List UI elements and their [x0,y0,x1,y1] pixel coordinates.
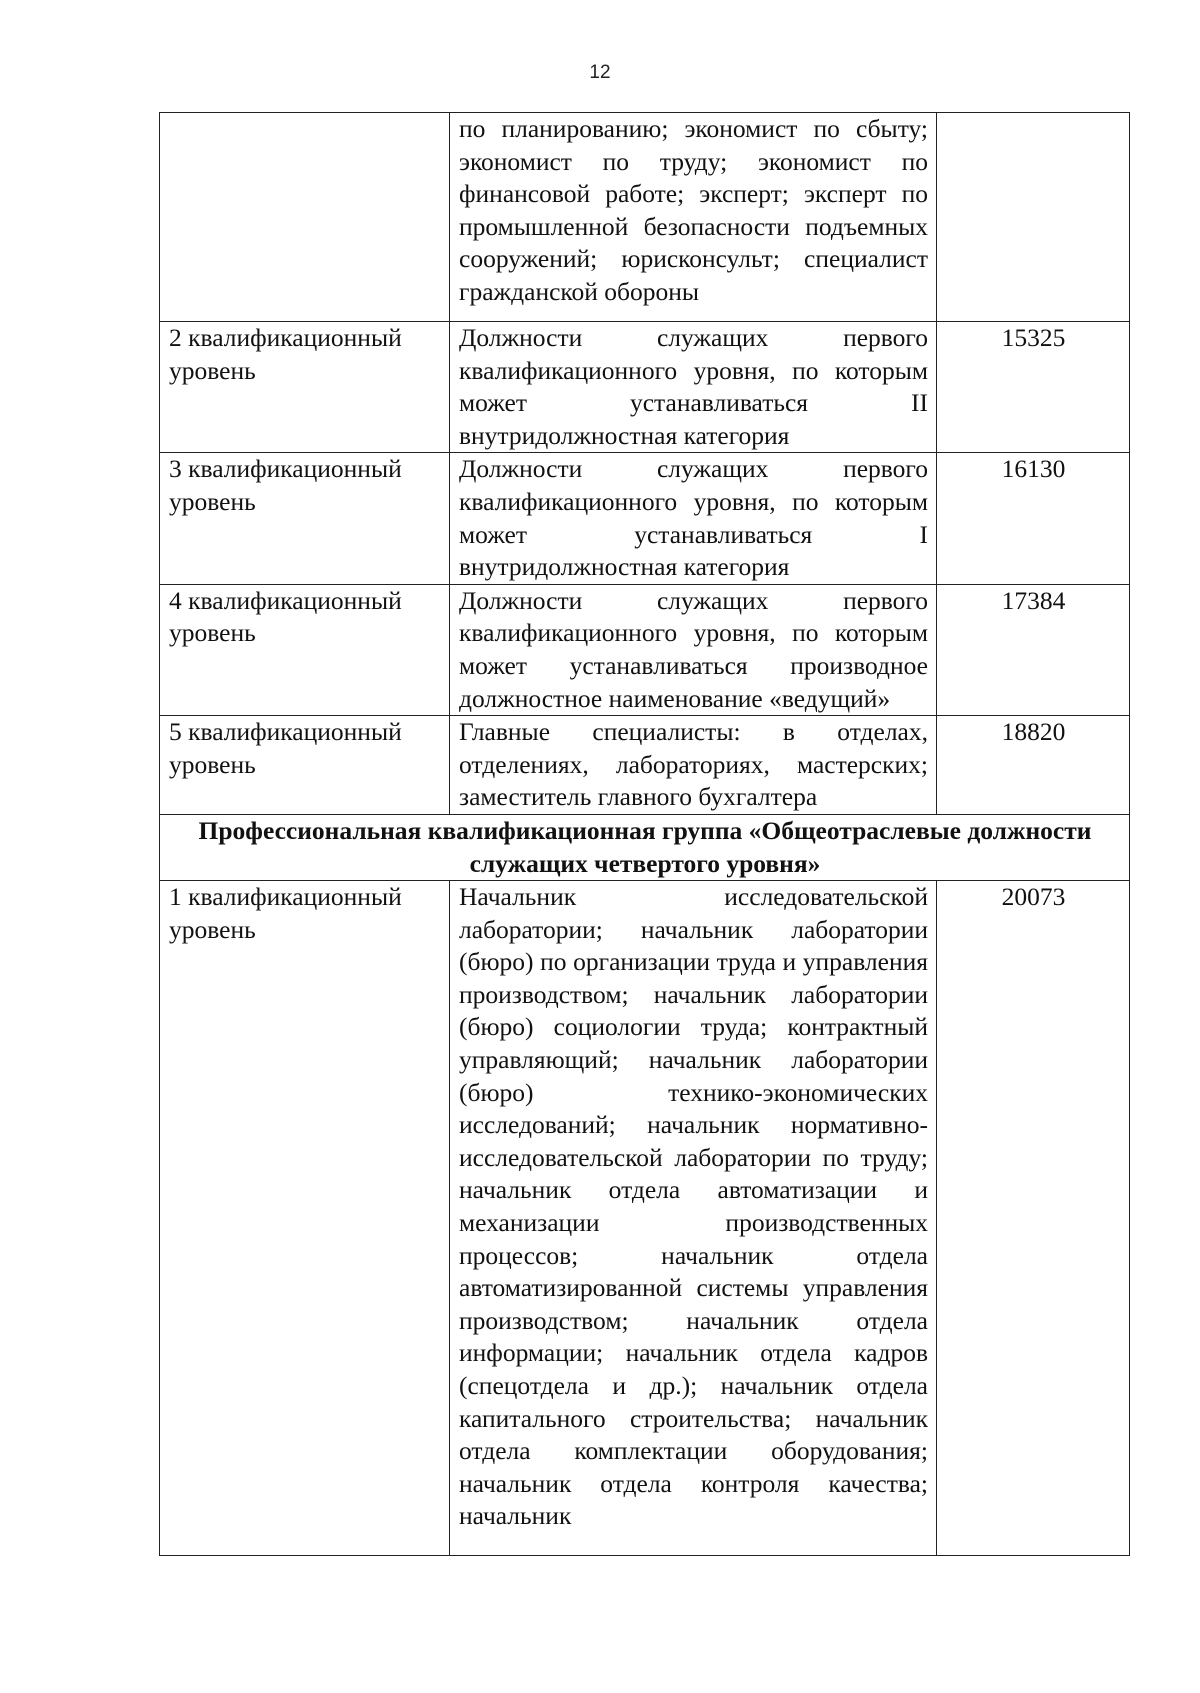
salary-cell: 20073 [937,881,1130,1556]
group-header: Профессиональная квалификационная группа «Общеотраслевые должности служащих четвертого уровня» [160,814,1130,880]
salary-cell: 17384 [937,584,1130,715]
salary-cell: 15325 [937,322,1130,453]
level-cell [160,113,450,322]
description-cell: по планированию; экономист по сбыту; экономист по труду; экономист по финансовой работе; эксперт; эксперт по промышленной безопасности подъемных сооружений; юрисконсульт; специалист гражданской обороны [450,113,937,322]
level-cell: 3 квалификационный уровень [160,453,450,584]
description-cell: Начальник исследовательской лаборатории; начальник лаборатории (бюро) по организации труда и управления производством; начальник лаборатории (бюро) социологии труда; контрактный управляющий; начальник лаборатории (бюро) технико-экономических исследований; начальник нормативно-исследовательской лаборатории по труду; начальник отдела автоматизации и механизации производственных процессов; начальник отдела автоматизированной системы управления производством; начальник отдела информации; начальник отдела кадров (спецотдела и др.); начальник отдела капитального строительства; начальник отдела комплектации оборудования; начальник отдела контроля качества; начальник [450,881,937,1556]
table-row [160,322,1130,453]
qualification-table [159,112,1130,1556]
description-cell: Должности служащих первого квалификационного уровня, по которым может устанавливаться производное должностное наименование «ведущий» [450,584,937,715]
table-row [160,881,1130,1556]
salary-cell: 18820 [937,716,1130,815]
table-row [160,716,1130,815]
description-cell: Должности служащих первого квалификационного уровня, по которым может устанавливаться II внутридолжностная категория [450,322,937,453]
table-row [160,113,1130,322]
description-cell: Главные специалисты: в отделах, отделениях, лабораториях, мастерских; заместитель главного бухгалтера [450,716,937,815]
description-cell: Должности служащих первого квалификационного уровня, по которым может устанавливаться I внутридолжностная категория [450,453,937,584]
table-row [160,584,1130,715]
table-row [160,453,1130,584]
salary-cell: 16130 [937,453,1130,584]
level-cell: 2 квалификационный уровень [160,322,450,453]
group-header-row [160,814,1130,880]
level-cell: 5 квалификационный уровень [160,716,450,815]
level-cell: 4 квалификационный уровень [160,584,450,715]
level-cell: 1 квалификационный уровень [160,881,450,1556]
salary-cell [937,113,1130,322]
page-number: 12 [589,62,611,83]
